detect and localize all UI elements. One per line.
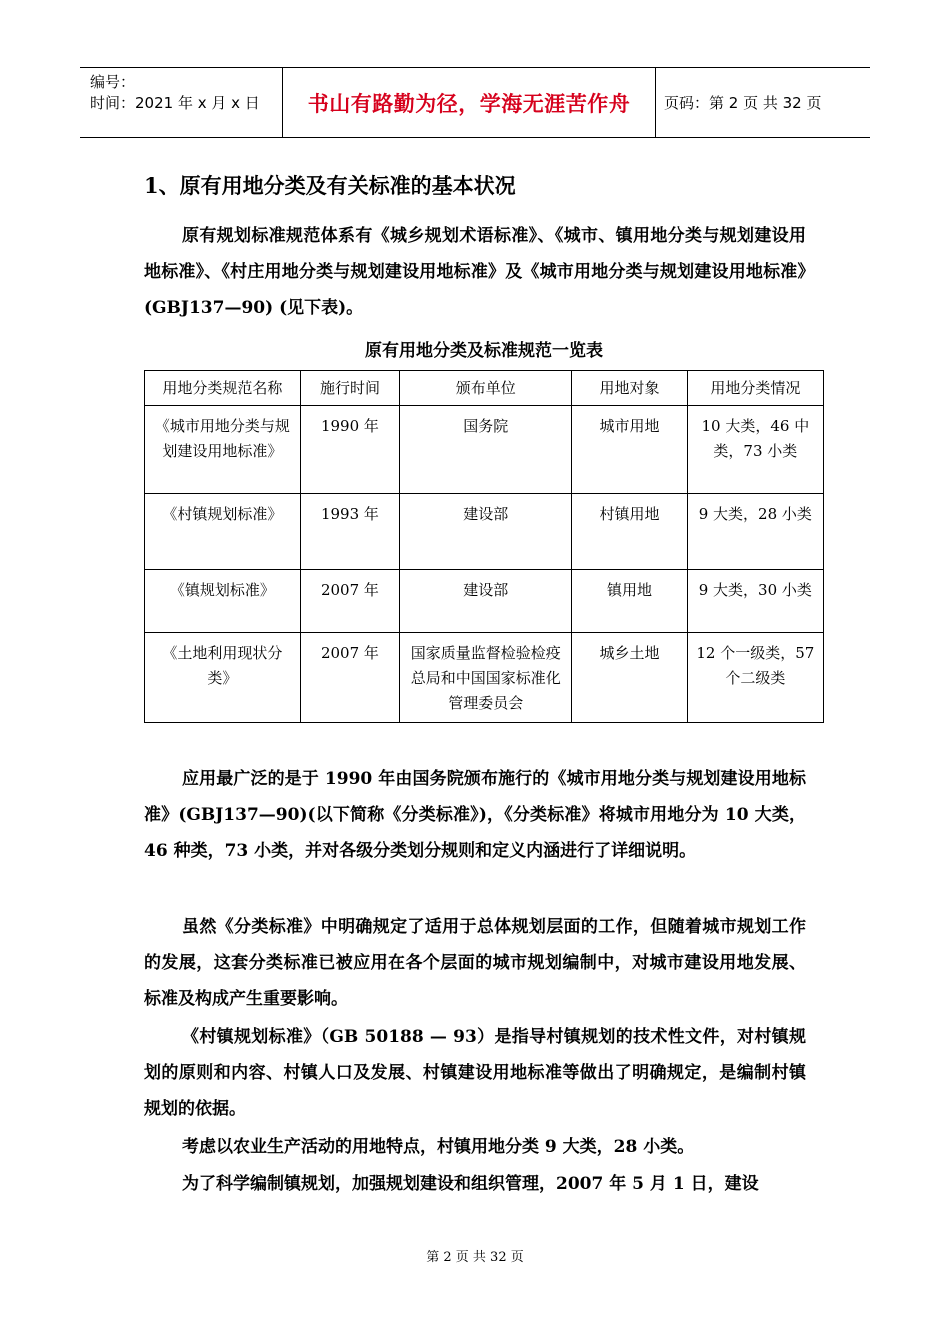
table-cell: 1993 年 <box>300 494 399 570</box>
table-cell: 12 个一级类，57 个二级类 <box>687 633 823 723</box>
table-cell: 建设部 <box>400 494 572 570</box>
col-header-date: 施行时间 <box>300 371 399 406</box>
motto: 书山有路勤为径，学海无涯苦作舟 <box>307 91 631 116</box>
table-row <box>145 633 824 723</box>
standards-table <box>144 370 824 723</box>
table-cell: 《土地利用现状分类》 <box>145 633 301 723</box>
table-cell: 2007 年 <box>300 633 399 723</box>
table-cell: 建设部 <box>400 570 572 633</box>
number-label: 编号： <box>90 73 136 91</box>
col-header-object: 用地对象 <box>572 371 687 406</box>
col-header-name: 用地分类规范名称 <box>145 371 301 406</box>
col-header-classes: 用地分类情况 <box>687 371 823 406</box>
header-motto-cell <box>282 68 656 137</box>
table-cell: 《镇规划标准》 <box>145 570 301 633</box>
table-cell: 城乡土地 <box>572 633 687 723</box>
table-cell: 城市用地 <box>572 406 687 494</box>
page-label: 页码：第 2 页 共 32 页 <box>664 94 822 112</box>
table-header-row <box>145 371 824 406</box>
table-caption: 原有用地分类及标准规范一览表 <box>365 341 603 361</box>
table-cell: 《城市用地分类与规划建设用地标准》 <box>145 406 301 494</box>
col-header-issuer: 颁布单位 <box>400 371 572 406</box>
table-row <box>145 570 824 633</box>
paragraph-2: 应用最广泛的是于 1990 年由国务院颁布施行的《城市用地分类与规划建设用地标准》(GBJ137—90)(以下简称《分类标准》)，《分类标准》将城市用地分为 10 大类，46 种类，73 小类，并对各级分类划分规则和定义内涵进行了详细说明。 <box>144 769 806 861</box>
table-cell: 10 大类，46 中类，73 小类 <box>687 406 823 494</box>
table-cell: 国务院 <box>400 406 572 494</box>
paragraph-3: 虽然《分类标准》中明确规定了适用于总体规划层面的工作，但随着城市规划工作的发展，这套分类标准已被应用在各个层面的城市规划编制中，对城市建设用地发展、标准及构成产生重要影响。 <box>144 917 806 1009</box>
table-row <box>145 494 824 570</box>
paragraph-4: 《村镇规划标准》（GB 50188 — 93）是指导村镇规划的技术性文件，对村镇规划的原则和内容、村镇人口及发展、村镇建设用地标准等做出了明确规定，是编制村镇规划的依据。 <box>144 1027 806 1119</box>
table-row <box>145 406 824 494</box>
paragraph-1: 原有规划标准规范体系有《城乡规划术语标准》、《城市、镇用地分类与规划建设用地标准》、《村庄用地分类与规划建设用地标准》及《城市用地分类与规划建设用地标准》(GBJ137—90) (见下表)。 <box>144 226 806 318</box>
table-cell: 国家质量监督检验检疫总局和中国国家标准化管理委员会 <box>400 633 572 723</box>
document-header <box>80 67 870 138</box>
table-cell: 9 大类，30 小类 <box>687 570 823 633</box>
paragraph-6: 为了科学编制镇规划，加强规划建设和组织管理，2007 年 5 月 1 日，建设 <box>182 1174 759 1194</box>
table-cell: 镇用地 <box>572 570 687 633</box>
paragraph-5: 考虑以农业生产活动的用地特点，村镇用地分类 9 大类，28 小类。 <box>182 1137 695 1157</box>
section-heading: 1、原有用地分类及有关标准的基本状况 <box>144 173 516 198</box>
table-cell: 9 大类，28 小类 <box>687 494 823 570</box>
time-label: 时间：2021 年 x 月 x 日 <box>90 94 260 112</box>
table-cell: 1990 年 <box>300 406 399 494</box>
header-meta <box>80 68 282 137</box>
table-cell: 村镇用地 <box>572 494 687 570</box>
table-cell: 2007 年 <box>300 570 399 633</box>
table-cell: 《村镇规划标准》 <box>145 494 301 570</box>
page-footer: 第 2 页 共 32 页 <box>426 1250 524 1265</box>
